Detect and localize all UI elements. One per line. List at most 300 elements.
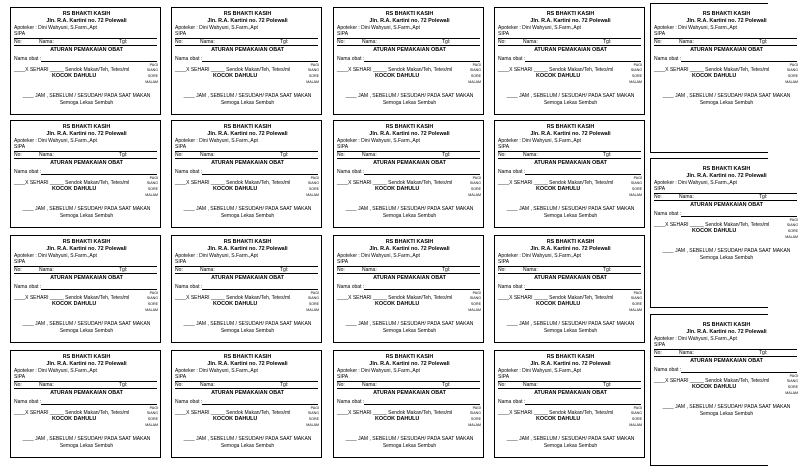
- get-well-wish: Semoga Lekas Sembuh: [220, 100, 275, 106]
- pharmacist-line: Apoteker : Dini Wahyuni, S.Farm.,Apt: [498, 25, 581, 31]
- get-well-wish: Semoga Lekas Sembuh: [543, 213, 598, 219]
- name-label: Nama:: [523, 152, 538, 158]
- divider: [498, 273, 641, 274]
- time-sore: SORE: [147, 417, 158, 421]
- number-label: No:: [175, 39, 183, 45]
- medicine-name-line: [202, 61, 318, 62]
- shake-notice: KOCOK DAHULU: [375, 73, 420, 79]
- label-title: ATURAN PEMAKAIAN OBAT: [50, 160, 123, 166]
- time-malam: MALAM: [785, 391, 798, 395]
- date-label: Tgl:: [442, 152, 451, 158]
- date-label: Tgl:: [759, 350, 768, 356]
- name-label: Nama:: [39, 152, 54, 158]
- date-label: Tgl:: [280, 39, 289, 45]
- time-malam: MALAM: [145, 308, 158, 312]
- time-siang: SIANG: [786, 68, 798, 72]
- time-malam: MALAM: [306, 193, 319, 197]
- hospital-name: RS BHAKTI KASIH: [385, 354, 434, 360]
- time-malam: MALAM: [629, 308, 642, 312]
- pharmacist-line: Apoteker : Dini Wahyuni, S.Farm.,Apt: [654, 336, 737, 342]
- hospital-address: Jln. R.A. Kartini no. 72 Polewali: [530, 361, 611, 367]
- meal-timing-line: ____ JAM , SEBELUM / SESUDAH/ PADA SAAT MAKAN: [22, 321, 151, 327]
- dosage-line: ____X SEHARI _____ Sendok Makan/Teh, Tetes/ml: [498, 295, 614, 301]
- time-siang: SIANG: [146, 68, 158, 72]
- hospital-name: RS BHAKTI KASIH: [702, 166, 751, 172]
- time-malam: MALAM: [629, 80, 642, 84]
- time-siang: SIANG: [146, 411, 158, 415]
- hospital-address: Jln. R.A. Kartini no. 72 Polewali: [686, 329, 767, 335]
- shake-notice: KOCOK DAHULU: [213, 73, 258, 79]
- medicine-name-label: Nama obat :: [14, 169, 42, 175]
- time-sore: SORE: [787, 74, 798, 78]
- divider: [337, 381, 480, 382]
- divider: [498, 388, 641, 389]
- divider: [175, 273, 318, 274]
- dosage-line: ____X SEHARI _____ Sendok Makan/Teh, Tetes/ml: [337, 410, 453, 416]
- medicine-name-line: [681, 61, 797, 62]
- dosage-line: ____X SEHARI _____ Sendok Makan/Teh, Tetes/ml: [654, 378, 770, 384]
- medicine-name-line: [525, 289, 641, 290]
- sipa-label: SIPA: [175, 31, 187, 37]
- label-title: ATURAN PEMAKAIAN OBAT: [534, 390, 607, 396]
- sipa-label: SIPA: [14, 144, 26, 150]
- medicine-name-label: Nama obat :: [175, 169, 203, 175]
- medicine-name-label: Nama obat :: [14, 56, 42, 62]
- medicine-label: [171, 120, 322, 228]
- divider: [654, 193, 797, 194]
- time-siang: SIANG: [469, 181, 481, 185]
- time-siang: SIANG: [307, 296, 319, 300]
- hospital-name: RS BHAKTI KASIH: [702, 11, 751, 17]
- divider: [654, 356, 797, 357]
- hospital-name: RS BHAKTI KASIH: [223, 354, 272, 360]
- get-well-wish: Semoga Lekas Sembuh: [220, 328, 275, 334]
- medicine-name-line: [41, 289, 157, 290]
- hospital-name: RS BHAKTI KASIH: [546, 354, 595, 360]
- time-sore: SORE: [631, 74, 642, 78]
- get-well-wish: Semoga Lekas Sembuh: [699, 100, 754, 106]
- time-siang: SIANG: [469, 68, 481, 72]
- shake-notice: KOCOK DAHULU: [536, 416, 581, 422]
- medicine-name-label: Nama obat :: [337, 399, 365, 405]
- dosage-line: ____X SEHARI _____ Sendok Makan/Teh, Tetes/ml: [498, 410, 614, 416]
- pharmacist-line: Apoteker : Dini Wahyuni, S.Farm.,Apt: [498, 368, 581, 374]
- shake-notice: KOCOK DAHULU: [52, 186, 97, 192]
- name-label: Nama:: [39, 267, 54, 273]
- hospital-name: RS BHAKTI KASIH: [546, 124, 595, 130]
- hospital-address: Jln. R.A. Kartini no. 72 Polewali: [46, 131, 127, 137]
- name-label: Nama:: [200, 39, 215, 45]
- pharmacist-line: Apoteker : Dini Wahyuni, S.Farm.,Apt: [14, 368, 97, 374]
- medicine-name-label: Nama obat :: [337, 169, 365, 175]
- hospital-address: Jln. R.A. Kartini no. 72 Polewali: [369, 246, 450, 252]
- name-label: Nama:: [523, 39, 538, 45]
- hospital-name: RS BHAKTI KASIH: [62, 239, 111, 245]
- get-well-wish: Semoga Lekas Sembuh: [543, 100, 598, 106]
- number-label: No:: [14, 382, 22, 388]
- time-pagi: PAGI: [789, 374, 798, 378]
- divider: [175, 388, 318, 389]
- divider: [337, 158, 480, 159]
- time-pagi: PAGI: [633, 291, 642, 295]
- pharmacist-line: Apoteker : Dini Wahyuni, S.Farm.,Apt: [498, 138, 581, 144]
- medicine-label: [650, 158, 798, 308]
- hospital-address: Jln. R.A. Kartini no. 72 Polewali: [530, 18, 611, 24]
- time-malam: MALAM: [306, 80, 319, 84]
- dosage-line: ____X SEHARI _____ Sendok Makan/Teh, Tetes/ml: [14, 295, 130, 301]
- name-label: Nama:: [200, 382, 215, 388]
- meal-timing-line: ____ JAM , SEBELUM / SESUDAH/ PADA SAAT MAKAN: [506, 206, 635, 212]
- time-siang: SIANG: [469, 411, 481, 415]
- number-label: No:: [175, 382, 183, 388]
- meal-timing-line: ____ JAM , SEBELUM / SESUDAH/ PADA SAAT MAKAN: [662, 404, 791, 410]
- time-pagi: PAGI: [789, 218, 798, 222]
- label-title: ATURAN PEMAKAIAN OBAT: [534, 275, 607, 281]
- date-label: Tgl:: [442, 382, 451, 388]
- get-well-wish: Semoga Lekas Sembuh: [543, 328, 598, 334]
- time-sore: SORE: [308, 417, 319, 421]
- time-malam: MALAM: [785, 80, 798, 84]
- label-title: ATURAN PEMAKAIAN OBAT: [690, 202, 763, 208]
- date-label: Tgl:: [442, 267, 451, 273]
- divider: [14, 388, 157, 389]
- dosage-line: ____X SEHARI _____ Sendok Makan/Teh, Tetes/ml: [337, 180, 453, 186]
- divider: [337, 151, 480, 152]
- hospital-name: RS BHAKTI KASIH: [385, 11, 434, 17]
- meal-timing-line: ____ JAM , SEBELUM / SESUDAH/ PADA SAAT MAKAN: [345, 93, 474, 99]
- time-pagi: PAGI: [472, 63, 481, 67]
- meal-timing-line: ____ JAM , SEBELUM / SESUDAH/ PADA SAAT MAKAN: [183, 436, 312, 442]
- shake-notice: KOCOK DAHULU: [536, 73, 581, 79]
- medicine-name-label: Nama obat :: [175, 399, 203, 405]
- name-label: Nama:: [362, 152, 377, 158]
- get-well-wish: Semoga Lekas Sembuh: [382, 328, 437, 334]
- divider: [175, 38, 318, 39]
- number-label: No:: [337, 382, 345, 388]
- pharmacist-line: Apoteker : Dini Wahyuni, S.Farm.,Apt: [337, 138, 420, 144]
- meal-timing-line: ____ JAM , SEBELUM / SESUDAH/ PADA SAAT MAKAN: [22, 206, 151, 212]
- divider: [175, 266, 318, 267]
- date-label: Tgl:: [280, 382, 289, 388]
- get-well-wish: Semoga Lekas Sembuh: [59, 328, 114, 334]
- dosage-line: ____X SEHARI _____ Sendok Makan/Teh, Tetes/ml: [498, 180, 614, 186]
- meal-timing-line: ____ JAM , SEBELUM / SESUDAH/ PADA SAAT MAKAN: [22, 436, 151, 442]
- label-title: ATURAN PEMAKAIAN OBAT: [211, 390, 284, 396]
- divider: [337, 273, 480, 274]
- time-pagi: PAGI: [310, 406, 319, 410]
- time-pagi: PAGI: [472, 406, 481, 410]
- time-malam: MALAM: [785, 235, 798, 239]
- time-pagi: PAGI: [472, 291, 481, 295]
- number-label: No:: [498, 152, 506, 158]
- sipa-label: SIPA: [654, 186, 666, 192]
- time-malam: MALAM: [306, 308, 319, 312]
- time-pagi: PAGI: [472, 176, 481, 180]
- pharmacist-line: Apoteker : Dini Wahyuni, S.Farm.,Apt: [175, 25, 258, 31]
- medicine-name-label: Nama obat :: [498, 169, 526, 175]
- date-label: Tgl:: [759, 194, 768, 200]
- medicine-name-line: [681, 372, 797, 373]
- time-siang: SIANG: [630, 181, 642, 185]
- shake-notice: KOCOK DAHULU: [213, 186, 258, 192]
- time-pagi: PAGI: [789, 63, 798, 67]
- time-pagi: PAGI: [633, 63, 642, 67]
- time-siang: SIANG: [307, 411, 319, 415]
- sipa-label: SIPA: [498, 144, 510, 150]
- divider: [498, 151, 641, 152]
- medicine-label: [650, 314, 798, 466]
- sipa-label: SIPA: [337, 144, 349, 150]
- divider: [654, 38, 797, 39]
- shake-notice: KOCOK DAHULU: [692, 384, 737, 390]
- medicine-name-line: [364, 404, 480, 405]
- hospital-name: RS BHAKTI KASIH: [223, 124, 272, 130]
- dosage-line: ____X SEHARI _____ Sendok Makan/Teh, Tetes/ml: [14, 67, 130, 73]
- hospital-name: RS BHAKTI KASIH: [385, 124, 434, 130]
- meal-timing-line: ____ JAM , SEBELUM / SESUDAH/ PADA SAAT MAKAN: [345, 436, 474, 442]
- time-sore: SORE: [787, 229, 798, 233]
- medicine-label: [333, 235, 484, 343]
- divider: [175, 158, 318, 159]
- divider: [14, 38, 157, 39]
- medicine-label: [494, 7, 645, 115]
- get-well-wish: Semoga Lekas Sembuh: [382, 100, 437, 106]
- divider: [498, 381, 641, 382]
- divider: [14, 45, 157, 46]
- time-sore: SORE: [470, 417, 481, 421]
- pharmacist-line: Apoteker : Dini Wahyuni, S.Farm.,Apt: [14, 138, 97, 144]
- time-sore: SORE: [308, 187, 319, 191]
- label-title: ATURAN PEMAKAIAN OBAT: [211, 47, 284, 53]
- number-label: No:: [175, 267, 183, 273]
- time-malam: MALAM: [629, 193, 642, 197]
- divider: [498, 266, 641, 267]
- meal-timing-line: ____ JAM , SEBELUM / SESUDAH/ PADA SAAT MAKAN: [662, 93, 791, 99]
- divider: [14, 381, 157, 382]
- number-label: No:: [654, 39, 662, 45]
- meal-timing-line: ____ JAM , SEBELUM / SESUDAH/ PADA SAAT MAKAN: [345, 206, 474, 212]
- pharmacist-line: Apoteker : Dini Wahyuni, S.Farm.,Apt: [14, 253, 97, 259]
- get-well-wish: Semoga Lekas Sembuh: [59, 443, 114, 449]
- hospital-name: RS BHAKTI KASIH: [546, 239, 595, 245]
- date-label: Tgl:: [603, 267, 612, 273]
- time-malam: MALAM: [468, 80, 481, 84]
- label-title: ATURAN PEMAKAIAN OBAT: [50, 390, 123, 396]
- number-label: No:: [654, 194, 662, 200]
- shake-notice: KOCOK DAHULU: [692, 73, 737, 79]
- label-title: ATURAN PEMAKAIAN OBAT: [690, 47, 763, 53]
- time-sore: SORE: [631, 417, 642, 421]
- hospital-address: Jln. R.A. Kartini no. 72 Polewali: [207, 361, 288, 367]
- dosage-line: ____X SEHARI _____ Sendok Makan/Teh, Tetes/ml: [14, 410, 130, 416]
- dosage-line: ____X SEHARI _____ Sendok Makan/Teh, Tetes/ml: [337, 295, 453, 301]
- date-label: Tgl:: [280, 267, 289, 273]
- hospital-address: Jln. R.A. Kartini no. 72 Polewali: [207, 246, 288, 252]
- time-sore: SORE: [147, 187, 158, 191]
- medicine-name-line: [41, 404, 157, 405]
- time-siang: SIANG: [307, 68, 319, 72]
- medicine-name-label: Nama obat :: [14, 284, 42, 290]
- get-well-wish: Semoga Lekas Sembuh: [59, 213, 114, 219]
- shake-notice: KOCOK DAHULU: [375, 416, 420, 422]
- name-label: Nama:: [523, 267, 538, 273]
- dosage-line: ____X SEHARI _____ Sendok Makan/Teh, Tetes/ml: [175, 295, 291, 301]
- get-well-wish: Semoga Lekas Sembuh: [59, 100, 114, 106]
- label-title: ATURAN PEMAKAIAN OBAT: [211, 275, 284, 281]
- medicine-label: [494, 235, 645, 343]
- medicine-label: [333, 350, 484, 458]
- meal-timing-line: ____ JAM , SEBELUM / SESUDAH/ PADA SAAT MAKAN: [506, 321, 635, 327]
- label-title: ATURAN PEMAKAIAN OBAT: [690, 358, 763, 364]
- label-title: ATURAN PEMAKAIAN OBAT: [373, 275, 446, 281]
- time-pagi: PAGI: [310, 176, 319, 180]
- number-label: No:: [337, 152, 345, 158]
- time-malam: MALAM: [468, 423, 481, 427]
- label-title: ATURAN PEMAKAIAN OBAT: [373, 390, 446, 396]
- hospital-name: RS BHAKTI KASIH: [62, 124, 111, 130]
- divider: [654, 200, 797, 201]
- sipa-label: SIPA: [337, 259, 349, 265]
- shake-notice: KOCOK DAHULU: [536, 186, 581, 192]
- get-well-wish: Semoga Lekas Sembuh: [382, 443, 437, 449]
- hospital-address: Jln. R.A. Kartini no. 72 Polewali: [369, 131, 450, 137]
- hospital-address: Jln. R.A. Kartini no. 72 Polewali: [207, 131, 288, 137]
- medicine-name-line: [364, 61, 480, 62]
- medicine-label: [333, 120, 484, 228]
- sipa-label: SIPA: [175, 259, 187, 265]
- pharmacist-line: Apoteker : Dini Wahyuni, S.Farm.,Apt: [175, 253, 258, 259]
- time-siang: SIANG: [630, 411, 642, 415]
- label-title: ATURAN PEMAKAIAN OBAT: [534, 47, 607, 53]
- medicine-name-line: [202, 174, 318, 175]
- time-sore: SORE: [470, 187, 481, 191]
- sipa-label: SIPA: [498, 259, 510, 265]
- divider: [498, 158, 641, 159]
- divider: [175, 151, 318, 152]
- medicine-name-label: Nama obat :: [498, 399, 526, 405]
- time-pagi: PAGI: [149, 63, 158, 67]
- medicine-label: [10, 350, 161, 458]
- time-malam: MALAM: [145, 423, 158, 427]
- name-label: Nama:: [362, 39, 377, 45]
- pharmacist-line: Apoteker : Dini Wahyuni, S.Farm.,Apt: [14, 25, 97, 31]
- dosage-line: ____X SEHARI _____ Sendok Makan/Teh, Tetes/ml: [175, 180, 291, 186]
- get-well-wish: Semoga Lekas Sembuh: [543, 443, 598, 449]
- meal-timing-line: ____ JAM , SEBELUM / SESUDAH/ PADA SAAT MAKAN: [183, 206, 312, 212]
- shake-notice: KOCOK DAHULU: [52, 416, 97, 422]
- medicine-name-label: Nama obat :: [498, 56, 526, 62]
- date-label: Tgl:: [280, 152, 289, 158]
- number-label: No:: [498, 382, 506, 388]
- sipa-label: SIPA: [175, 374, 187, 380]
- name-label: Nama:: [362, 267, 377, 273]
- sipa-label: SIPA: [654, 342, 666, 348]
- dosage-line: ____X SEHARI _____ Sendok Makan/Teh, Tetes/ml: [654, 222, 770, 228]
- number-label: No:: [337, 39, 345, 45]
- number-label: No:: [498, 39, 506, 45]
- shake-notice: KOCOK DAHULU: [52, 301, 97, 307]
- hospital-address: Jln. R.A. Kartini no. 72 Polewali: [46, 361, 127, 367]
- medicine-label: [494, 120, 645, 228]
- medicine-name-line: [525, 61, 641, 62]
- dosage-line: ____X SEHARI _____ Sendok Makan/Teh, Tetes/ml: [175, 67, 291, 73]
- name-label: Nama:: [39, 382, 54, 388]
- divider: [337, 388, 480, 389]
- time-malam: MALAM: [629, 423, 642, 427]
- sipa-label: SIPA: [498, 31, 510, 37]
- medicine-label: [494, 350, 645, 458]
- time-sore: SORE: [147, 74, 158, 78]
- pharmacist-line: Apoteker : Dini Wahyuni, S.Farm.,Apt: [654, 25, 737, 31]
- dosage-line: ____X SEHARI _____ Sendok Makan/Teh, Tetes/ml: [14, 180, 130, 186]
- medicine-label: [171, 7, 322, 115]
- time-sore: SORE: [308, 302, 319, 306]
- label-title: ATURAN PEMAKAIAN OBAT: [50, 275, 123, 281]
- label-title: ATURAN PEMAKAIAN OBAT: [373, 160, 446, 166]
- time-siang: SIANG: [469, 296, 481, 300]
- medicine-name-line: [41, 174, 157, 175]
- hospital-address: Jln. R.A. Kartini no. 72 Polewali: [46, 246, 127, 252]
- label-title: ATURAN PEMAKAIAN OBAT: [534, 160, 607, 166]
- divider: [498, 38, 641, 39]
- meal-timing-line: ____ JAM , SEBELUM / SESUDAH/ PADA SAAT MAKAN: [662, 248, 791, 254]
- medicine-name-line: [41, 61, 157, 62]
- medicine-name-label: Nama obat :: [337, 284, 365, 290]
- time-sore: SORE: [308, 74, 319, 78]
- shake-notice: KOCOK DAHULU: [536, 301, 581, 307]
- number-label: No:: [498, 267, 506, 273]
- time-siang: SIANG: [786, 223, 798, 227]
- divider: [14, 158, 157, 159]
- time-siang: SIANG: [630, 68, 642, 72]
- time-siang: SIANG: [146, 296, 158, 300]
- hospital-name: RS BHAKTI KASIH: [62, 11, 111, 17]
- name-label: Nama:: [679, 194, 694, 200]
- medicine-name-line: [202, 289, 318, 290]
- time-malam: MALAM: [468, 308, 481, 312]
- get-well-wish: Semoga Lekas Sembuh: [699, 411, 754, 417]
- time-pagi: PAGI: [149, 291, 158, 295]
- medicine-label: [10, 7, 161, 115]
- shake-notice: KOCOK DAHULU: [692, 228, 737, 234]
- get-well-wish: Semoga Lekas Sembuh: [382, 213, 437, 219]
- time-malam: MALAM: [468, 193, 481, 197]
- label-title: ATURAN PEMAKAIAN OBAT: [211, 160, 284, 166]
- medicine-name-line: [525, 174, 641, 175]
- date-label: Tgl:: [119, 382, 128, 388]
- date-label: Tgl:: [119, 152, 128, 158]
- hospital-address: Jln. R.A. Kartini no. 72 Polewali: [369, 361, 450, 367]
- sipa-label: SIPA: [14, 259, 26, 265]
- number-label: No:: [337, 267, 345, 273]
- time-pagi: PAGI: [310, 63, 319, 67]
- time-sore: SORE: [147, 302, 158, 306]
- time-siang: SIANG: [786, 379, 798, 383]
- pharmacist-line: Apoteker : Dini Wahyuni, S.Farm.,Apt: [654, 180, 737, 186]
- divider: [337, 45, 480, 46]
- meal-timing-line: ____ JAM , SEBELUM / SESUDAH/ PADA SAAT MAKAN: [506, 93, 635, 99]
- divider: [175, 45, 318, 46]
- label-title: ATURAN PEMAKAIAN OBAT: [50, 47, 123, 53]
- meal-timing-line: ____ JAM , SEBELUM / SESUDAH/ PADA SAAT MAKAN: [183, 93, 312, 99]
- pharmacist-line: Apoteker : Dini Wahyuni, S.Farm.,Apt: [175, 368, 258, 374]
- time-malam: MALAM: [145, 80, 158, 84]
- date-label: Tgl:: [603, 39, 612, 45]
- medicine-name-label: Nama obat :: [654, 56, 682, 62]
- hospital-address: Jln. R.A. Kartini no. 72 Polewali: [686, 18, 767, 24]
- medicine-name-line: [202, 404, 318, 405]
- hospital-address: Jln. R.A. Kartini no. 72 Polewali: [530, 246, 611, 252]
